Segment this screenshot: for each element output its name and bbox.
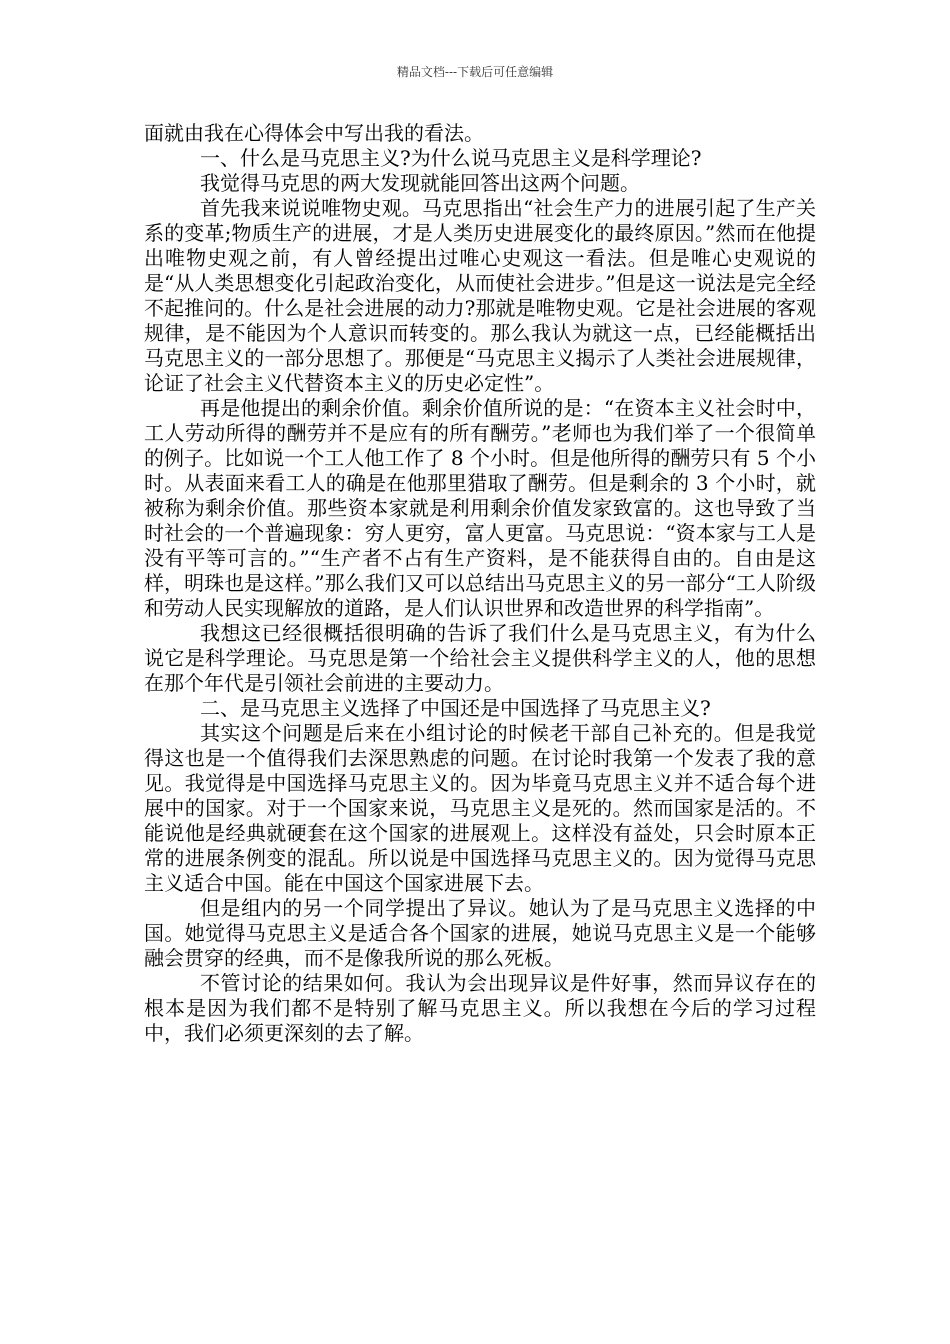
document-body xyxy=(144,121,816,1046)
paragraph: 但是组内的另一个同学提出了异议。她认为了是马克思主义选择的中国。她觉得马克思主义是适合各个国家的进展，她说马克思主义是一个能够融会贯穿的经典，而不是像我所说的那么死板。 xyxy=(144,896,816,970)
section-heading-2: 二、是马克思主义选择了中国还是中国选择了马克思主义? xyxy=(200,696,711,720)
paragraph: 首先我来说说唯物史观。马克思指出“社会生产力的进展引起了生产关系的变革;物质生产的进展，才是人类历史进展变化的最终原因。”然而在他提出唯物史观之前，有人曾经提出过唯心史观这一看法。但是唯心史观说的是“从人类思想变化引起政治变化，从而使社会进步。”但是这一说法是完全经不起推问的。什么是社会进展的动力?那就是唯物史观。它是社会进展的客观规律，是不能因为个人意识而转变的。那么我认为就这一点，已经能概括出马克思主义的一部分思想了。那便是“马克思主义揭示了人类社会进展规律，论证了社会主义代替资本主义的历史必定性”。 xyxy=(144,196,816,395)
paragraph: 不管讨论的结果如何。我认为会出现异议是件好事，然而异议存在的根本是因为我们都不是特别了解马克思主义。所以我想在今后的学习过程中，我们必须更深刻的去了解。 xyxy=(144,971,816,1045)
paragraph-continuation: 面就由我在心得体会中写出我的看法。 xyxy=(144,121,484,145)
section-heading-1: 一、什么是马克思主义?为什么说马克思主义是科学理论? xyxy=(200,146,702,170)
paragraph: 我想这已经很概括很明确的告诉了我们什么是马克思主义，有为什么说它是科学理论。马克思是第一个给社会主义提供科学主义的人，他的思想在那个年代是引领社会前进的主要动力。 xyxy=(144,621,816,695)
paragraph: 我觉得马克思的两大发现就能回答出这两个问题。 xyxy=(200,171,640,195)
page-header: 精品文档---下载后可任意编辑 xyxy=(396,65,554,79)
paragraph: 再是他提出的剩余价值。剩余价值所说的是：“在资本主义社会时中，工人劳动所得的酬劳并不是应有的所有酬劳。”老师也为我们举了一个很简单的例子。比如说一个工人他工作了 8 个小时。但是他所得的酬劳只有 5 个小时。从表面来看工人的确是在他那里猎取了酬劳。但是剩余的 3 个小时，就被称为剩余价值。那些资本家就是利用剩余价值发家致富的。这也导致了当时社会的一个普遍现象：穷人更穷，富人更富。马克思说：“资本家与工人是没有平等可言的。”“生产者不占有生产资料，是不能获得自由的。自由是这样，明珠也是这样。”那么我们又可以总结出马克思主义的另一部分“工人阶级和劳动人民实现解放的道路，是人们认识世界和改造世界的科学指南”。 xyxy=(144,396,816,620)
paragraph: 其实这个问题是后来在小组讨论的时候老干部自己补充的。但是我觉得这也是一个值得我们去深思熟虑的问题。在讨论时我第一个发表了我的意见。我觉得是中国选择马克思主义的。因为毕竟马克思主义并不适合每个进展中的国家。对于一个国家来说，马克思主义是死的。然而国家是活的。不能说他是经典就硬套在这个国家的进展观上。这样没有益处，只会时原本正常的进展条例变的混乱。所以说是中国选择马克思主义的。因为觉得马克思主义适合中国。能在中国这个国家进展下去。 xyxy=(144,721,816,895)
